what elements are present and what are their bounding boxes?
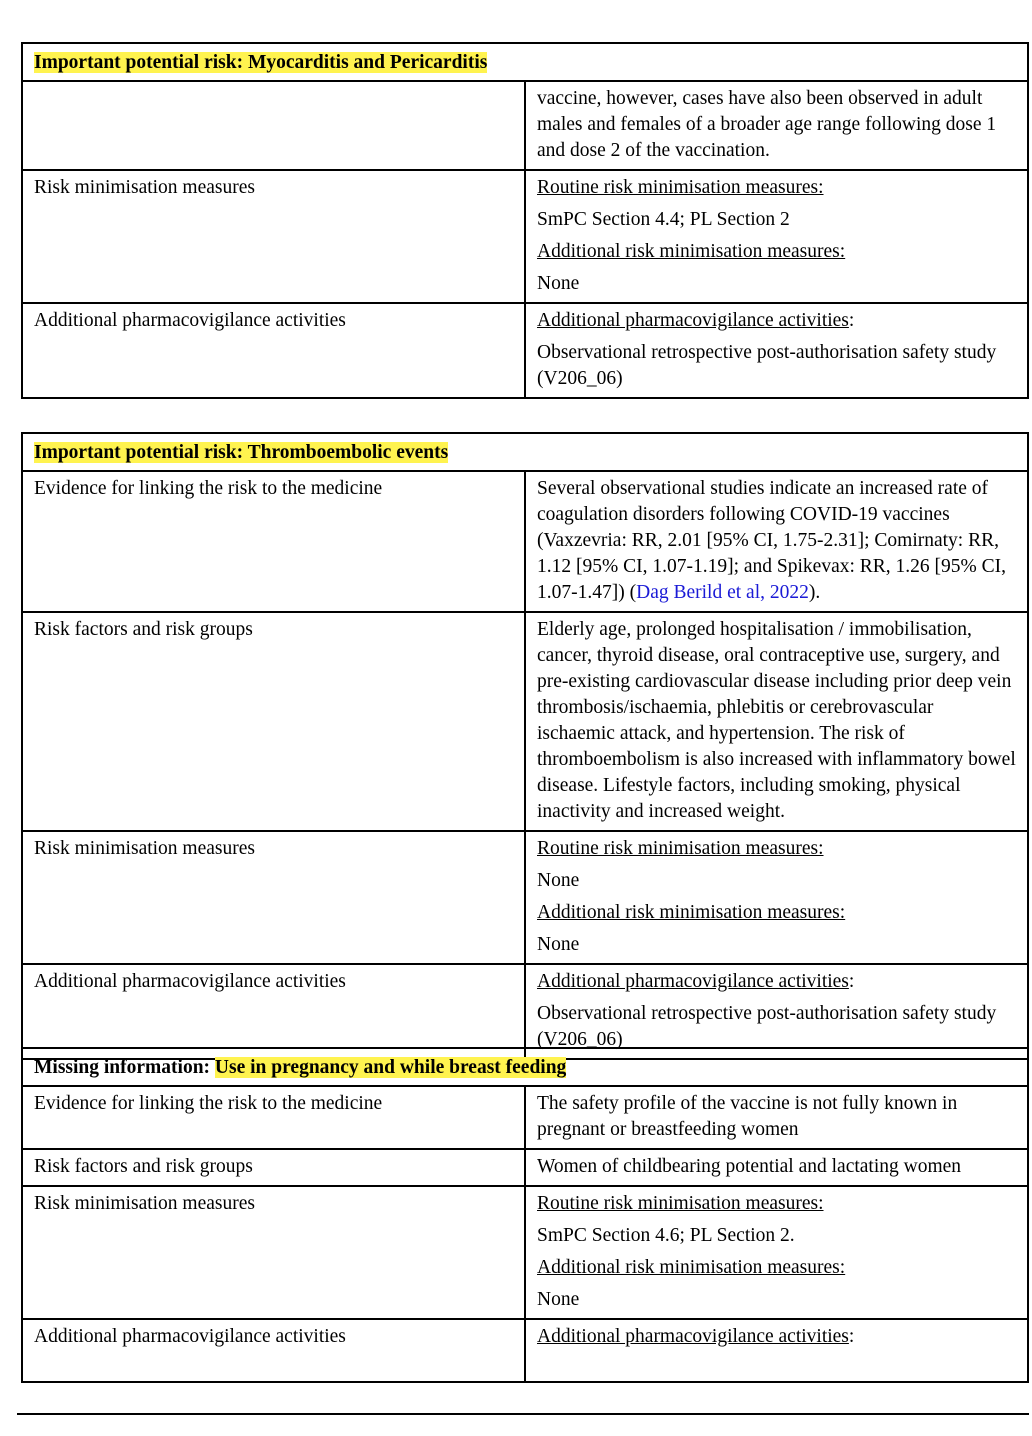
table-row bbox=[22, 170, 1028, 303]
table-row bbox=[22, 1186, 1028, 1319]
row-label: Additional pharmacovigilance activities bbox=[22, 303, 525, 398]
page-bottom-rule bbox=[17, 1413, 1029, 1415]
risk-title: Important potential risk: Thromboembolic events bbox=[34, 442, 449, 463]
evidence-text: Several observational studies indicate an increased rate of coagulation disorders following COVID-19 vaccines (Vaxzevria: RR, 2.01 [95% CI, 1.75-2.31]; Comirnaty: RR, 1.12 [95% CI, 1.07-1.19]; and Spikevax: RR, 1.26 [95% CI, 1.07-1.47]) ( bbox=[537, 478, 1007, 603]
row-label: Risk minimisation measures bbox=[22, 170, 525, 303]
row-label: Additional pharmacovigilance activities bbox=[22, 1319, 525, 1382]
additional-rmm-heading: Additional risk minimisation measures: bbox=[537, 902, 846, 923]
evidence-tail: ). bbox=[808, 582, 821, 603]
reference-link[interactable]: Dag Berild et al, 2022 bbox=[636, 582, 809, 603]
risk-table-myocarditis bbox=[21, 42, 1029, 399]
table-header-row bbox=[22, 1048, 1028, 1086]
row-value bbox=[525, 1186, 1028, 1319]
table-header-cell bbox=[22, 1048, 1028, 1086]
row-value bbox=[525, 303, 1028, 398]
table-row bbox=[22, 1149, 1028, 1186]
table-header-cell bbox=[22, 433, 1028, 471]
additional-rmm-heading: Additional risk minimisation measures: bbox=[537, 1257, 846, 1278]
pv-heading: Additional pharmacovigilance activities bbox=[537, 971, 849, 992]
table-header-cell bbox=[22, 43, 1028, 81]
pv-colon: : bbox=[848, 310, 855, 331]
row-label: Additional pharmacovigilance activities bbox=[22, 964, 525, 1059]
pv-value: Observational retrospective post-authorisation safety study (V206_06) bbox=[537, 342, 997, 389]
additional-rmm-value: None bbox=[537, 934, 580, 955]
table-row bbox=[22, 1319, 1028, 1382]
risk-title: Important potential risk: Myocarditis and Pericarditis bbox=[34, 52, 488, 73]
risk-table-pregnancy bbox=[21, 1047, 1029, 1383]
row-label: Evidence for linking the risk to the medicine bbox=[22, 471, 525, 612]
pv-colon: : bbox=[848, 971, 855, 992]
additional-rmm-value: None bbox=[537, 1289, 580, 1310]
pv-value: Observational retrospective post-authorisation safety study (V206_06) bbox=[537, 1003, 997, 1050]
row-value: The safety profile of the vaccine is not fully known in pregnant or breastfeeding women bbox=[525, 1086, 1028, 1149]
row-value bbox=[525, 1319, 1028, 1382]
row-value bbox=[525, 831, 1028, 964]
additional-rmm-value: None bbox=[537, 273, 580, 294]
row-value bbox=[525, 81, 1028, 170]
routine-rmm-value: SmPC Section 4.4; PL Section 2 bbox=[537, 209, 790, 230]
row-label: Risk minimisation measures bbox=[22, 831, 525, 964]
pv-colon: : bbox=[848, 1326, 855, 1347]
table-row bbox=[22, 303, 1028, 398]
row-label: Risk factors and risk groups bbox=[22, 612, 525, 831]
table-row bbox=[22, 831, 1028, 964]
routine-rmm-heading: Routine risk minimisation measures: bbox=[537, 838, 824, 859]
row-label-empty bbox=[22, 81, 525, 170]
missing-info-prefix: Missing information: bbox=[34, 1057, 215, 1078]
routine-rmm-value: None bbox=[537, 870, 580, 891]
row-value: Women of childbearing potential and lactating women bbox=[525, 1149, 1028, 1186]
continuation-text: vaccine, however, cases have also been observed in adult males and females of a broader age range following dose 1 and dose 2 of the vaccination. bbox=[537, 88, 997, 161]
routine-rmm-heading: Routine risk minimisation measures: bbox=[537, 1193, 824, 1214]
table-row bbox=[22, 1086, 1028, 1149]
risk-title: Use in pregnancy and while breast feeding bbox=[214, 1057, 567, 1078]
pv-heading: Additional pharmacovigilance activities bbox=[537, 1326, 849, 1347]
row-value bbox=[525, 170, 1028, 303]
table-row bbox=[22, 471, 1028, 612]
row-label: Evidence for linking the risk to the medicine bbox=[22, 1086, 525, 1149]
risk-table-thromboembolic bbox=[21, 432, 1029, 1060]
row-value bbox=[525, 964, 1028, 1059]
routine-rmm-heading: Routine risk minimisation measures: bbox=[537, 177, 824, 198]
table-row bbox=[22, 612, 1028, 831]
row-value: Elderly age, prolonged hospitalisation / immobilisation, cancer, thyroid disease, oral contraceptive use, surgery, and pre-existing cardiovascular disease including prior deep vein thrombosis/ischaemia, phlebitis or cerebrovascular ischaemic attack, and hypertension. The risk of thromboembolism is also increased with inflammatory bowel disease. Lifestyle factors, including smoking, physical inactivity and increased weight. bbox=[525, 612, 1028, 831]
pv-heading: Additional pharmacovigilance activities bbox=[537, 310, 849, 331]
table-header-row bbox=[22, 43, 1028, 81]
row-value bbox=[525, 471, 1028, 612]
additional-rmm-heading: Additional risk minimisation measures: bbox=[537, 241, 846, 262]
row-label: Risk factors and risk groups bbox=[22, 1149, 525, 1186]
table-row bbox=[22, 964, 1028, 1059]
table-header-row bbox=[22, 433, 1028, 471]
row-label: Risk minimisation measures bbox=[22, 1186, 525, 1319]
table-row bbox=[22, 81, 1028, 170]
routine-rmm-value: SmPC Section 4.6; PL Section 2. bbox=[537, 1225, 795, 1246]
